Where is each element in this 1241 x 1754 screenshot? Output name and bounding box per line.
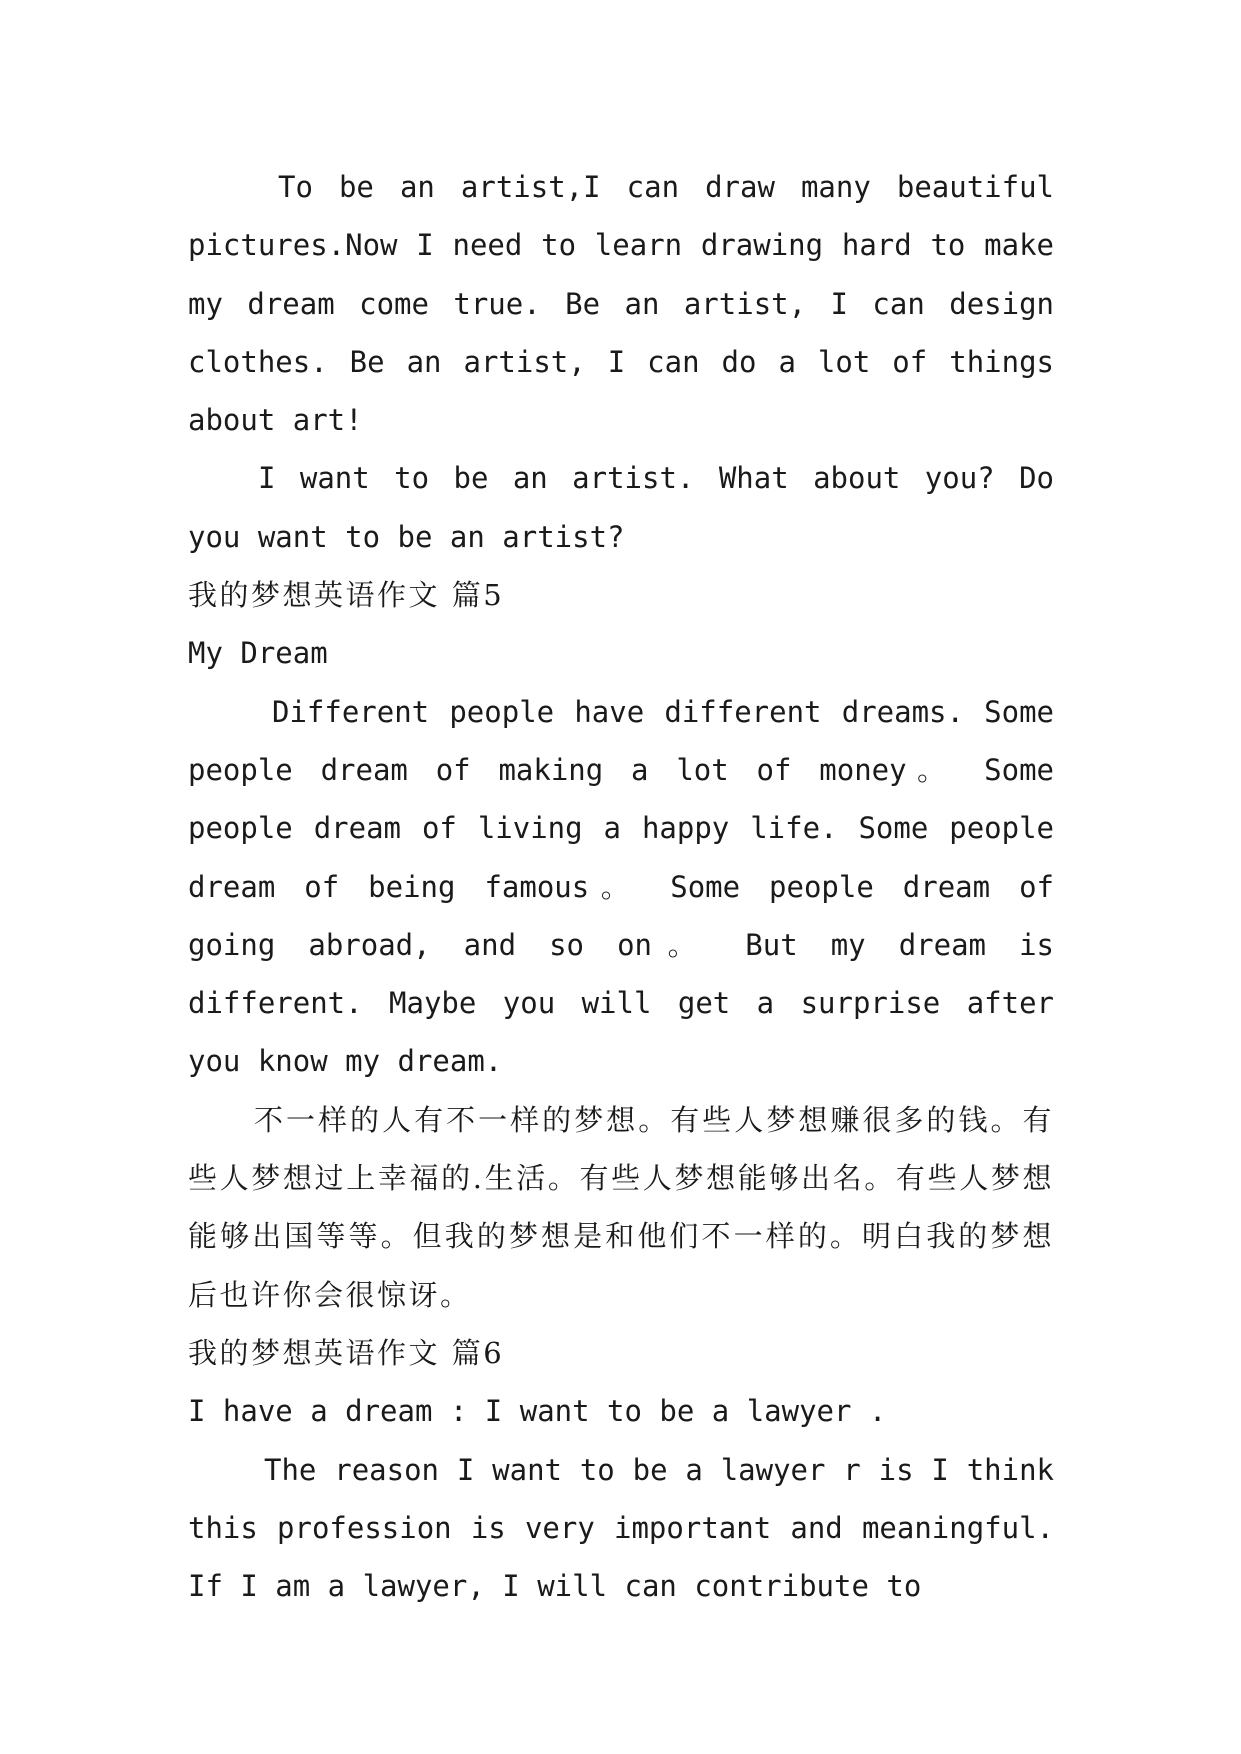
paragraph-chinese-translation: 不一样的人有不一样的梦想。有些人梦想赚很多的钱。有些人梦想过上幸福的.生活。有些人梦想能够出名。有些人梦想能够出国等等。但我的梦想是和他们不一样的。明白我的梦想后也许你会很惊讶。 [188, 1102, 1054, 1312]
paragraph-artist-question: I want to be an artist. What about you? Do you want to be an artist? [188, 461, 1054, 554]
section-heading-6: 我的梦想英语作文 篇6 [188, 1335, 505, 1370]
essay-title-my-dream: My Dream [188, 636, 328, 671]
paragraph-different-dreams: Different people have different dreams. Some people dream of making a lot of money。 Some people dream of living a happy life. Some people dream of being famous。 Some people dream of going abroad, and so on。 But my dream is different. Maybe you will get a surprise after you know my dream. [188, 694, 1054, 1079]
document-body [188, 158, 1054, 1615]
paragraph-artist-dream: To be an artist,I can draw many beautiful pictures.Now I need to learn drawing hard to make my dream come true. Be an artist, I can design clothes. Be an artist, I can do a lot of things about art! [188, 170, 1054, 438]
section-heading-5: 我的梦想英语作文 篇5 [188, 578, 505, 613]
paragraph-lawyer-reason: The reason I want to be a lawyer r is I think this profession is very important and meaningful. If I am a lawyer, I will can contribute to [188, 1452, 1054, 1604]
paragraph-lawyer-dream: I have a dream : I want to be a lawyer . [188, 1394, 887, 1429]
